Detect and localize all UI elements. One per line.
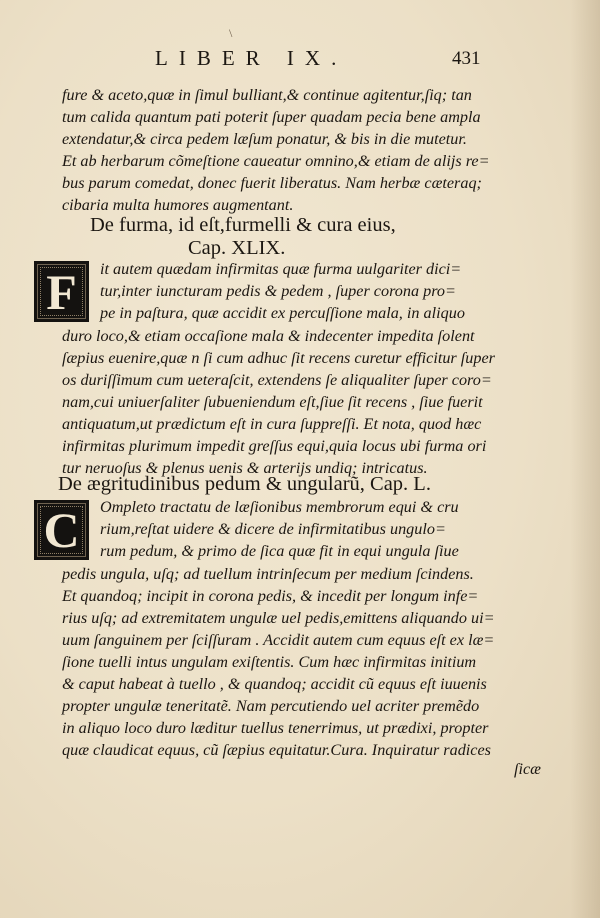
text-line: in aliquo loco duro læditur tuellus tenerrimus, ut prædixi, propter — [62, 719, 489, 737]
text-line: it autem quædam infirmitas quæ furma uulgariter dici= — [100, 260, 462, 278]
running-head: LIBER IX. — [155, 46, 348, 70]
text-line: Et ab herbarum cõmeſtione caueatur omnino,& etiam de alijs re= — [62, 152, 490, 170]
page-edge-shadow — [570, 0, 600, 918]
text-line: tur neruoſus & plenus uenis & arterijs undiq; intricatus. — [62, 459, 428, 477]
text-line: rum pedum, & primo de ſica quæ fit in equi ungula ſiue — [100, 542, 459, 560]
chapter-number: Cap. XLIX. — [188, 237, 286, 259]
text-line: Ompleto tractatu de læſionibus membrorum equi & cru — [100, 498, 459, 516]
initial-letter: F — [46, 263, 77, 320]
chapter-heading: De ægritudinibus pedum & ungularũ, Cap. L. — [58, 473, 431, 495]
text-line: uum ſanguinem per ſciſſuram . Accidit autem cum equus eſt ex læ= — [62, 631, 495, 649]
text-line: nam,cui uniuerſaliter ſubueniendum eſt,ſiue ſit recens , ſiue fuerit — [62, 393, 483, 411]
text-line: ſione tuelli intus ungulam exiſtentis. Cum hæc infirmitas initium — [62, 653, 477, 671]
text-line: antiquatum,ut prædictum eſt in cura ſuppreſſi. Et nota, quod hæc — [62, 415, 482, 433]
top-mark: \ — [229, 26, 233, 40]
text-line: os duriſſimum cum ueteraſcit, extendens ſe aliqualiter ſuper coro= — [62, 371, 492, 389]
text-line: infirmitas plurimum impedit greſſus equi,quia locus ubi furma ori — [62, 437, 487, 455]
text-line: tum calida quantum pati poterit ſuper quadam pecia bene ampla — [62, 108, 481, 126]
initial-letter: C — [43, 502, 80, 558]
text-line: pe in paſtura, quæ accidit ex percuſſione mala, in aliquo — [100, 304, 465, 322]
text-line: fure & aceto,quæ in ſimul bulliant,& continue agitentur,ſiq; tan — [62, 86, 472, 104]
page-number: 431 — [452, 48, 481, 69]
text-line: rium,reſtat uidere & dicere de infirmitatibus ungulo= — [100, 520, 446, 538]
decorated-initial-c — [34, 500, 89, 560]
chapter-heading: De furma, id eſt,furmelli & cura eius, — [90, 214, 396, 236]
text-line: duro loco,& etiam occaſione mala & indecenter impedita ſolent — [62, 327, 475, 345]
text-line: tur,inter iuncturam pedis & pedem , ſuper corona pro= — [100, 282, 456, 300]
text-line: propter ungulæ teneritatẽ. Nam percutiendo uel acriter premẽdo — [62, 697, 480, 715]
text-line: pedis ungula, uſq; ad tuellum intrinſecum per medium ſcindens. — [62, 565, 474, 583]
text-line: rius uſq; ad extremitatem ungulæ uel pedis,emittens aliquando ui= — [62, 609, 495, 627]
text-line: & caput habeat à tuello , & quandoq; accidit cũ equus eſt iuuenis — [62, 675, 487, 693]
text-line: extendatur,& circa pedem læſum ponatur, & bis in die mutetur. — [62, 130, 467, 148]
text-line: ſæpius euenire,quæ n ſi cum adhuc ſit recens curetur efficitur ſuper — [62, 349, 495, 367]
text-line: bus parum comedat, donec fuerit liberatus. Nam herbæ cæteraq; — [62, 174, 482, 192]
text-line: cibaria multa humores augmentant. — [62, 196, 294, 214]
text-line: quæ claudicat equus, cũ ſæpius equitatur.Cura. Inquiratur radices — [62, 741, 491, 759]
decorated-initial-f — [34, 261, 89, 322]
text-line: Et quandoq; incipit in corona pedis, & incedit per longum infe= — [62, 587, 479, 605]
catchword: ſicæ — [514, 760, 541, 778]
page-header — [0, 46, 600, 72]
